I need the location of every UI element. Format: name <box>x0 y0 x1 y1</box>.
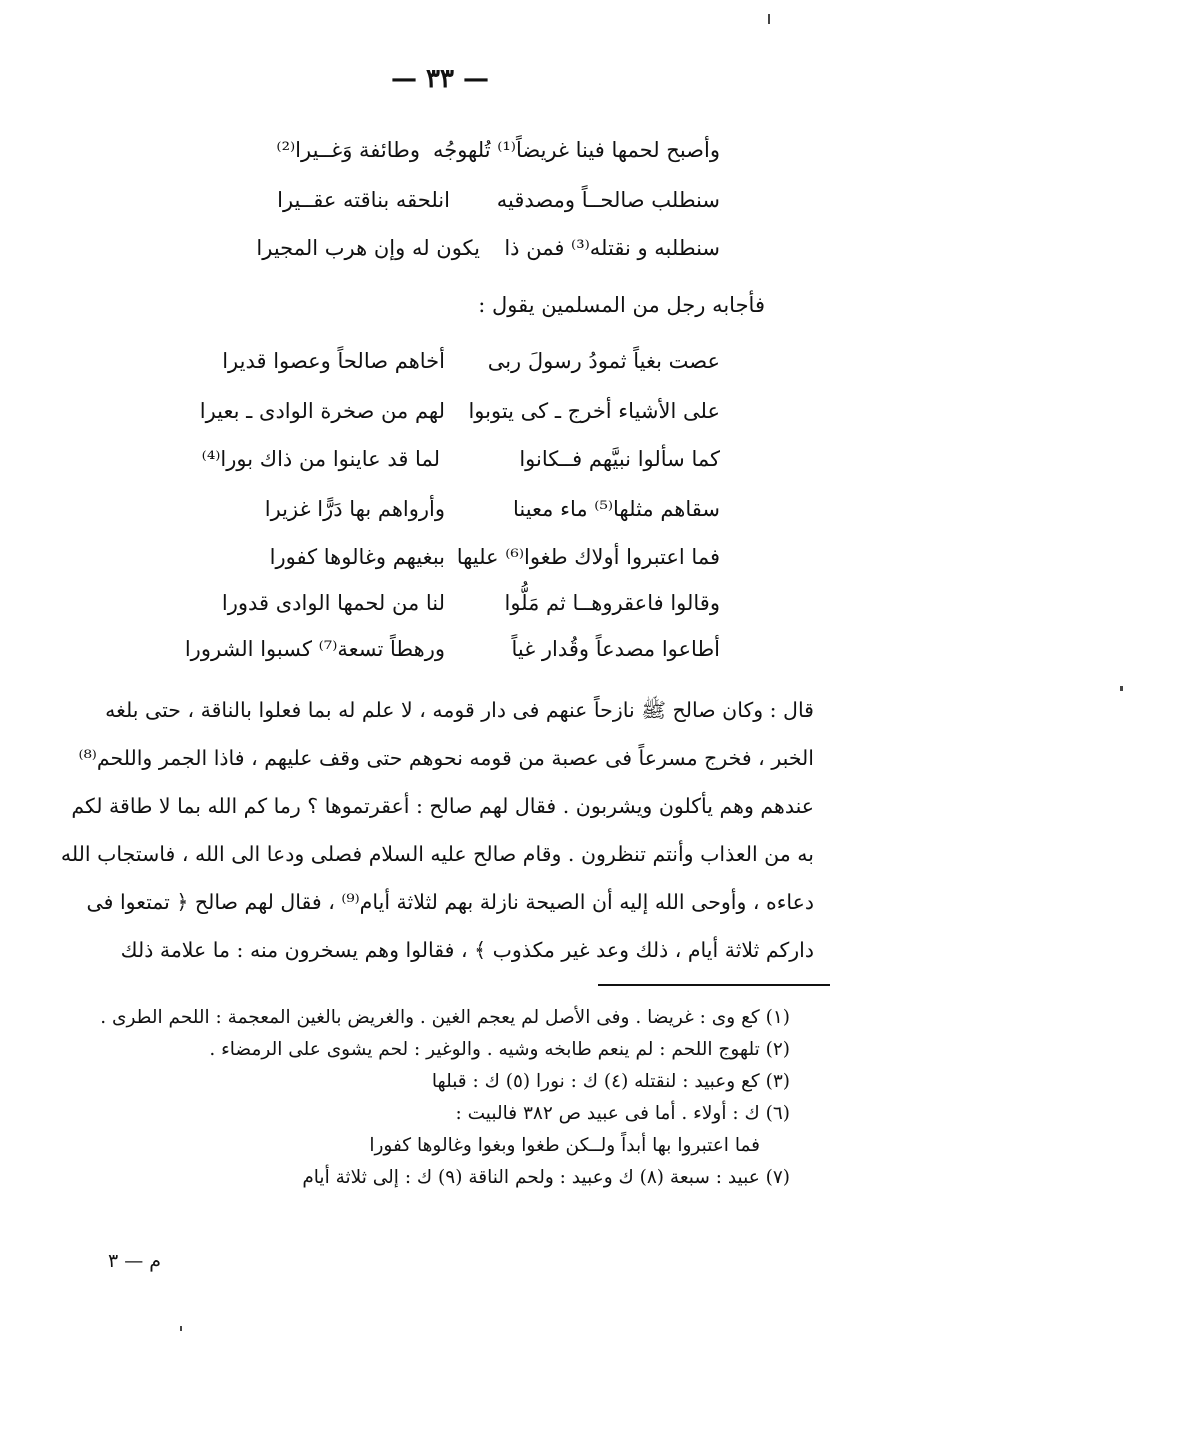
page-number: — ٣٣ — <box>390 64 490 94</box>
poem-hemistich-left: وطائفة وَغــيرا⁽²⁾ <box>276 138 420 162</box>
prose-line: الخبر ، فخرج مسرعاً فى عصبة من قومه نحوهم حتى وقف عليهم ، فاذا الجمر واللحم⁽⁸⁾ <box>78 746 814 770</box>
poem-line <box>170 233 720 263</box>
footnote: (٣) كع وعبيد : لنقتله (٤) ك : نورا (٥) ك : قبلها <box>431 1071 790 1092</box>
printer-signature: م — ٣ <box>108 1250 162 1272</box>
poem-hemistich-right: فما اعتبروا أولاك طغوا⁽⁶⁾ عليها <box>456 545 720 569</box>
poem-line <box>180 494 720 524</box>
poem-hemistich-right: أطاعوا مصدعاً وقُدار غياً <box>511 637 720 661</box>
prose-line: دعاءه ، وأوحى الله إليه أن الصيحة نازلة بهم لثلاثة أيام⁽⁹⁾ ، فقال لهم صالح ﴿ تمتعوا فى <box>86 890 814 914</box>
poem-hemistich-right: عصت بغياً ثمودُ رسولَ ربى <box>487 349 720 373</box>
poem-line <box>180 396 720 426</box>
poem-hemistich-left: أخاهم صالحاً وعصوا قديرا <box>222 349 445 373</box>
poem-hemistich-right: سنطلبه و نقتله⁽³⁾ فمن ذا <box>504 236 720 260</box>
poem-hemistich-right: كما سألوا نبيَّهم فــكانوا <box>519 447 720 471</box>
poem-hemistich-right: وقالوا فاعقروهــا ثم مَلُّوا <box>504 591 720 615</box>
poem-hemistich-left: ورهطاً تسعة⁽⁷⁾ كسبوا الشرورا <box>184 637 445 661</box>
poem-hemistich-left: وأرواهم بها دَرًّا غزيرا <box>264 497 445 521</box>
poem-line <box>160 444 720 474</box>
poem-hemistich-left: ببغيهم وغالوها كفورا <box>269 545 445 569</box>
footnote-verse: فما اعتبروا بها أبداً ولــكن طغوا وبغوا وغالوها كفورا <box>369 1135 760 1156</box>
poem-line <box>180 542 720 572</box>
footnote-divider <box>598 984 830 986</box>
scan-speck <box>1120 686 1123 691</box>
footnote: (١) كع وى : غريضا . وفى الأصل لم يعجم الغين . والغريض بالغين المعجمة : اللحم الطرى . <box>100 1007 790 1028</box>
prose-line: قال : وكان صالح ﷺ نازحاً عنهم فى دار قومه ، لا علم له بما فعلوا بالناقة ، حتى بلغه <box>105 698 814 722</box>
poem-hemistich-left: لما قد عاينوا من ذاك بورا⁽⁴⁾ <box>201 447 440 471</box>
scan-speck <box>768 14 770 24</box>
poem-hemistich-left: لهم من صخرة الوادى ـ بعيرا <box>199 399 445 423</box>
poem-hemistich-right: سنطلب صالحــاً ومصدقيه <box>496 188 720 212</box>
poem-line <box>170 185 720 215</box>
poem-hemistich-left: لنا من لحمها الوادى قدورا <box>221 591 445 615</box>
footnote: (٦) ك : أولاء . أما فى عبيد ص ٣٨٢ فالبيت : <box>455 1103 790 1124</box>
poem-hemistich-right: وأصبح لحمها فينا غريضاً⁽¹⁾ تُلهوجُه <box>432 138 720 162</box>
poem-hemistich-left: انلحقه بناقته عقــيرا <box>277 188 450 212</box>
poem-hemistich-right: على الأشياء أخرج ـ كى يتوبوا <box>468 399 720 423</box>
scan-speck <box>180 1326 182 1331</box>
footnotes <box>100 1002 790 1194</box>
poem-line <box>170 135 720 165</box>
prose-line: به من العذاب وأنتم تنظرون . وقام صالح عليه السلام فصلى ودعا الى الله ، فاستجاب الله <box>60 842 814 866</box>
poem-intro: فأجابه رجل من المسلمين يقول : <box>478 293 765 317</box>
footnote: (٧) عبيد : سبعة (٨) ك وعبيد : ولحم الناقة (٩) ك : إلى ثلاثة أيام <box>302 1167 790 1188</box>
prose-paragraph <box>60 686 814 974</box>
footnote: (٢) تلهوج اللحم : لم ينعم طابخه وشيه . والوغير : لحم يشوى على الرمضاء . <box>209 1039 790 1060</box>
prose-line: عندهم وهم يأكلون ويشربون . فقال لهم صالح : أعقرتموها ؟ رما كم الله بما لا طاقة لكم <box>71 794 814 818</box>
poem-line <box>180 346 720 376</box>
poem-line <box>180 588 720 618</box>
poem-hemistich-left: يكون له وإن هرب المجيرا <box>256 236 480 260</box>
prose-line: داركم ثلاثة أيام ، ذلك وعد غير مكذوب ﴾ ، فقالوا وهم يسخرون منه : ما علامة ذلك <box>120 938 814 962</box>
poem-hemistich-right: سقاهم مثلها⁽⁵⁾ ماء معينا <box>512 497 720 521</box>
poem-line <box>180 634 720 664</box>
